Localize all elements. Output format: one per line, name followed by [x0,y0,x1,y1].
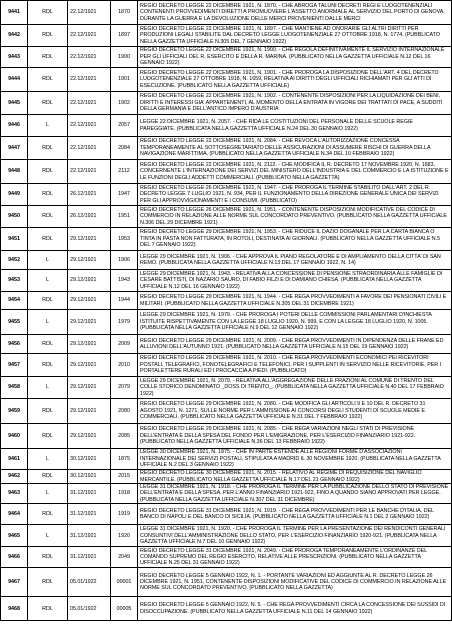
row-number: 9465 [1,525,28,547]
act-description: REGIO DECRETO LEGGE 30 DICEMBRE 1921, N. 2015. - RELATIVO AL REGIME DI REQUISIZIONE DEL NAVIGLIO MERCANTILE. (PUBBLICATO NELLA GAZZETTA UFFICIALE N.17 DEL 21 GENNAIO 1922) [138,470,452,484]
act-date: 22.12/1921 [68,68,111,92]
act-type: L [28,525,68,547]
act-number: 1943 [111,270,138,292]
row-number: 9453 [1,270,28,292]
act-type: RDL [28,206,68,228]
row-number: 9468 [1,597,28,621]
table-row [1,1,452,25]
act-date: 05.01/1922 [68,568,111,597]
act-description: REGIO DECRETO LEGGE 26 DICEMBRE 1921, N. 1951. - CONTENENTE DISPOSIZIONI MODIFICATIVE DEL CODICE DI COMMERCIO IN RELAZIONE ALLE NORME SUL CONCORDATO PREVENTIVO. (PUBBLICATO NELLA GAZZETTA UFFICIALE N.306 DEL 29 DICEMBRE 1921) [138,206,452,228]
act-description: LEGGE 22 DICEMBRE 1921, N. 2057. - CHE RIDA LE COSTITUZIONI DEL PERSONALE DELLE SCUOLE REGIE PAREGGIATE. (PUBBLICATA NELLA GAZZETTA UFFICIALE N.24 DEL 30 GENNAIO 1922) [138,115,452,137]
act-type: L [28,449,68,470]
act-description: REGIO DECRETO LEGGE 29 DICEMBRE 1921, N. 2080. - CHE MODIFICA GLI ARTICOLI 9 E 10 DEL R. DECRETO 31 AGOSTO 1921, N. 1271, SULLE NORME PER L'AMMISSIONE AI CONCORSI DEGLI STUDENTI DI SCUOLE MEDIE E COMMERCIALI. (PUBBLICATO NELLA GAZZETTA UFFICIALE N.31 DEL 7 FEBBRAIO 1922) [138,399,452,424]
act-number: 2080 [111,399,138,424]
row-number: 9441 [1,1,28,25]
table-row [1,25,452,47]
row-number: 9462 [1,470,28,484]
row-number: 9450 [1,206,28,228]
act-date: 26.12/1921 [68,206,111,228]
act-date: 29.12/1921 [68,399,111,424]
act-description: REGIO DECRETO LEGGE 22 DICEMBRE 1921, N. 2084. - CHE REVOCA L'AUTORIZZAZIONE CONCESSA TEMPORANEAMENTE AL SOTTOSEGRETARIATO DELLE ASSICURAZIONI DI ASSUMERE RISCHI DI GUERRA DELLA NAVIGAZIONE MARITTIMA. (PUBBLICATO NELLA GAZZETTA UFFICIALE N.34 DEL 10 FEBBRAIO 1922) [138,137,452,160]
table-row [1,228,452,251]
act-number: 1902 [111,92,138,115]
act-description: LEGGE 31 DICEMBRE 1921, N. 1920. - CHE PROROGA IL TERMINE PER LA PRESENTAZIONE DEI RENDICONTI GENERALI CONSUNTIVI DELL'AMMINISTRAZIONE DELLO STATO, PER L'ESERCIZIO FINANZIARIO 1920-921. (PUBBLICATA NELLA GAZZETTA UFFICIALE N.7 DEL 10 GENNAIO 1922) [138,525,452,547]
act-description: LEGGE 30 DICEMBRE 1921, N. 1875. - CHE IN PARTE ESTENDE ALLE REGIONI FORME D'ASSOCIAZIONI INTERNAZIONALE DEI SERVIZI POSTALI, STIPULATA A MADRID IL 30 NOVEMBRE 1920. (PUBBLICATA NELLA GAZZETTA UFFICIALE N.2 DEL 3 GENNAIO 1922) [138,449,452,470]
row-number: 9456 [1,335,28,354]
row-number: 9460 [1,424,28,449]
act-number: 2079 [111,377,138,399]
act-description: LEGGE 31 DICEMBRE 1921, N. 1918. - CHE PROROGA IL TERMINE PER LA PUBBLICAZIONE DELLO STATO DI PREVISIONE DELL'ENTRATA E DELLA SPESA, PER L'ANNO FINANZIARIO 1921-922, FINO A QUANDO SIANO APPROVATI PER LEGGE. (PUBBLICATA NELLA GAZZETTA UFFICIALE N.307 DEL 31 DICEMBRE) [138,484,452,504]
act-date: 31.12/1921 [68,504,111,525]
table-row [1,68,452,92]
act-date: 26.12/1921 [68,184,111,206]
row-number: 9443 [1,47,28,68]
act-date: 29.12/1921 [68,228,111,251]
act-number: 2015 [111,470,138,484]
act-type: L [28,115,68,137]
act-date: 30.12/1921 [68,449,111,470]
act-type: RDL [28,354,68,377]
act-description: REGIO DECRETO LEGGE 22 DICEMBRE 1921, N. 1901. - CHE PROROGA LA DISPOSIZIONE DELL'ART. 4 DEL DECRETO LUOGOTENENZIALE 27 OTTOBRE 1918, N. 1659, RELATIVA AI DIRITTI DEGLI UFFICIALI RICHIAMATI PER GLI ATTI DI ESECUZIONE. (PUBBLICATO NELLA GAZZETTA UFFICIALE) [138,68,452,92]
act-date: 22.12/1921 [68,92,111,115]
act-description: REGIO DECRETO LEGGE 5 GENNAIO 1922, N. 1. - PORTANTE VARIAZIONI ED AGGIUNTE AL R. DECRETO LEGGE 26 DICEMBRE 1921, N. 1951, CONTENENTE DISPOSIZIONI MODIFICATIVE DEL CODICE DI COMMERCIO IN RELAZIONE ALLE NORME SUL CONCORDATO PREVENTIVO. (PUBBLICATO NELLA GAZZETTA) [138,568,452,597]
act-number: 1919 [111,504,138,525]
act-date: 31.12/1921 [68,525,111,547]
table-row [1,115,452,137]
act-description: REGIO DECRETO LEGGE 31 DICEMBRE 1921, N. 1919. - CHE REGA PROVVEDIMENTI PER LE BANCHE D'ITALIA, DEL BANCO DI NAPOLI E DEL BANCO DI SICILIA. (PUBBLICATO NELLA GAZZETTA UFFICIALE N.1 DEL 2 GENNAIO 1922) [138,504,452,525]
act-description: REGIO DECRETO LEGGE 29 DICEMBRE 1921, N. 1953. - CHE RIDUCE IL DAZIO DOGANALE PER LA CARTA BIANCA O TINTA IN PASTA NON FATTURATA, IN ROTOLI, DESTINATA AI GIORNALI. (PUBBLICATO NELLA GAZZETTA UFFICIALE N.5 DEL 7 GENNAIO 1922) [138,228,452,251]
table-row [1,399,452,424]
act-type: RDL [28,504,68,525]
act-type: RDL [28,160,68,184]
act-description: REGIO DECRETO LEGGE 22 DICEMBRE 1921, N. 1870. - CHE ABROGA TALUNI DECRETI REGI E LUOGOTENENZIALI CONTENENTI PROVVEDIMENTI DIRETTI A PROMUOVERE L'ASSETTO ANORMALE AL SERVIZIO DEL PORTO DI GENOVA, DURANTE LA GUERRA E LA DEVOLUZIONE DELLE MERCI PROVENIENTI DALLE MERCI [138,1,452,25]
row-number: 9466 [1,547,28,568]
act-type: L [28,251,68,270]
act-type: RDL [28,25,68,47]
table-row [1,470,452,484]
act-number: 1900 [111,47,138,68]
table-row [1,377,452,399]
table-row [1,92,452,115]
act-description: LEGGE 29 DICEMBRE 1921, N. 1906. - CHE APPROVA IL PIANO REGOLATORE E DI AMPLIAMENTO DELLA CITTA' DI SAN REMO. (PUBBLICATA NELLA GAZZETTA UFFICIALE N.13 DEL 17 GENNAIO 1922, N. 14) [138,251,452,270]
row-number: 9444 [1,68,28,92]
table-row [1,354,452,377]
row-number: 9445 [1,92,28,115]
act-type: RDL [28,137,68,160]
act-number: 1901 [111,68,138,92]
act-description: REGIO DECRETO LEGGE 29 DICEMBRE 1921, N. 2010. - CHE REGA PROVVEDIMENTI ECONOMICI PEI RICEVITORI POSTALI, TELEGRAFICI, FONOTELEGRAFICI E TELEFONICI, PER I SUPPLENTI IN SERVIZIO NELLE RICEVITORIE, PER I PORTALETTERE RURALI ED I PROCACCIA A PIEDI. (PUBBLICATO) [138,354,452,377]
act-type: L [28,484,68,504]
act-number: 1953 [111,228,138,251]
act-number: 1944 [111,292,138,310]
act-description: REGIO DECRETO LEGGE 29 DICEMBRE 1921, N. 1944. - CHE REGA PROVVEDIMENTI A FAVORE DEI PENSIONATI CIVILI E MILITARI. (PUBBLICATO NELLA GAZZETTA UFFICIALE N.305 DEL 31 DICEMBRE 1921) [138,292,452,310]
act-description: REGIO DECRETO LEGGE 29 DICEMBRE 1921, N. 2009. - CHE REGA PROVVEDIMENTI IN DIPENDENZA DELLE FRANE ED ALLUVIONI DELL'AUTUNNO 1921. (PUBBLICATO NELLA GAZZETTA UFFICIALE N.15 DEL 19 GENNAIO 1922) [138,335,452,354]
act-number: 2049 [111,547,138,568]
table-row [1,160,452,184]
act-type: RDL [28,470,68,484]
row-number: 9446 [1,115,28,137]
act-date: 29.12/1921 [68,270,111,292]
act-number: 2085 [111,424,138,449]
act-date: 29.12/1921 [68,335,111,354]
table-row [1,504,452,525]
act-number: 2112 [111,160,138,184]
act-date: 22.12/1921 [68,47,111,68]
row-number: 9467 [1,568,28,597]
act-date: 31.12/1921 [68,484,111,504]
table-row [1,568,452,597]
act-type: RDL [28,1,68,25]
row-number: 9455 [1,310,28,335]
act-type: RDL [28,47,68,68]
row-number: 9464 [1,504,28,525]
act-type: RDL [28,335,68,354]
act-type: RDL [28,547,68,568]
act-date: 29.12/1921 [68,251,111,270]
row-number: 9457 [1,354,28,377]
act-type: RDL [28,92,68,115]
act-number: 1875 [111,449,138,470]
act-number: 1906 [111,251,138,270]
act-number: 00001 [111,568,138,597]
row-number: 9448 [1,160,28,184]
act-date: 29.12/1921 [68,377,111,399]
table-row [1,547,452,568]
act-description: REGIO DECRETO LEGGE 22 DICEMBRE 1921, N. 1900. - CHE REGOLA DEFINITIVAMENTE IL SERVIZIO INTERNAZIONALE PER GLI UFFICIALI DEL R. ESERCITO E DELLA R. MARINA. (PUBBLICATO NELLA GAZZETTA UFFICIALE N.12 DEL 16 GENNAIO 1922) [138,47,452,68]
table-row [1,335,452,354]
row-number: 9454 [1,292,28,310]
act-description: LEGGE 29 DICEMBRE 1921, N. 1979. - CHE PROROGA I POTERI DELLE COMMISSIONI PARLAMENTARI D'INCHIESTA ISTITUITE RISPETTIVAMENTE CON LA LEGGE 18 LUGLIO 1920, N. 999, E CON LA LEGGE 18 LUGLIO 1920, N. 1005. (PUBBLICATA NELLA GAZZETTA UFFICIALE N.9 DEL 12 GENNAIO 1922) [138,310,452,335]
table-row [1,525,452,547]
act-number: 1870 [111,1,138,25]
act-date: 29.12/1921 [68,292,111,310]
act-number: 00005 [111,597,138,621]
act-description: LEGGE 29 DICEMBRE 1921, N. 2079. - RELATIVA ALL'AGGREGAZIONE DELLE FRAZIONI AL COMUNE DI TRENTO DEL COLLE STORICO DENOMINATO _DOSS DI TRENTO_. (PUBBLICATA NELLA GAZZETTA UFFICIALE N.40 DEL 17 FEBBRAIO 1922) [138,377,452,399]
act-number: 1947 [111,184,138,206]
row-number: 9449 [1,184,28,206]
act-date: 22.12/1921 [68,115,111,137]
act-number: 2009 [111,335,138,354]
act-type: RDL [28,184,68,206]
act-type: RDL [28,68,68,92]
row-number: 9463 [1,484,28,504]
table-row [1,270,452,292]
act-number: 2084 [111,137,138,160]
act-date: 05.01/1922 [68,597,111,621]
act-type: L [28,310,68,335]
act-description: LEGGE 29 DICEMBRE 1921, N. 1943. - RELATIVA ALLA CONCESSIONE DI PENSIONE STRAORDINARIA ALLE FAMIGLIE DI CESARE BATTISTI, DI NAZARIO SAURO, DI FABIO FILZI E DI DAMIANO CHIESA. (PUBBLICATA NELLA GAZZETTA UFFICIALE N.12 DEL 16 GENNAIO 1922) [138,270,452,292]
row-number: 9452 [1,251,28,270]
row-number: 9459 [1,399,28,424]
act-date: 29.12/1921 [68,354,111,377]
laws-table-body [1,1,452,621]
act-type: RDL [28,597,68,621]
act-type: RDL [28,292,68,310]
act-number: 1918 [111,484,138,504]
act-date: 22.12/1921 [68,1,111,25]
row-number: 9451 [1,228,28,251]
table-row [1,137,452,160]
act-number: 1920 [111,525,138,547]
act-type: RDL [28,568,68,597]
act-date: 22.12/1921 [68,160,111,184]
act-description: REGIO DECRETO LEGGE 31 DICEMBRE 1921, N. 2049. - CHE PROROGA TEMPORANEAMENTE L'ORDINANZE DEL COMANDO SUPREMO DEL REGIO ESERCITO, RELATIVE ALLE PRESCRIZIONI. (PUBBLICATO NELLA GAZZETTA UFFICIALE N.25 DEL 31 GENNAIO 1922) [138,547,452,568]
act-description: REGIO DECRETO LEGGE 26 DICEMBRE 1921, N. 1947. - CHE PROROGA IL TERMINE STABILITO DALL'ART. 2 DEL R. DECRETO LEGGE 7 LUGLIO 1921, N. 934, PER IL FUNZIONAMENTO DELLA DIREZIONE GENERALE UNICA DEI SERVIZI PER GLI APPROVVIGIONAMENTI E I CONSUMI. (PUBBLICATO) [138,184,452,206]
table-row [1,184,452,206]
act-date: 30.12/1921 [68,470,111,484]
table-row [1,206,452,228]
act-date: 22.12/1921 [68,137,111,160]
act-date: 22.12/1921 [68,25,111,47]
act-type: L [28,377,68,399]
table-row [1,424,452,449]
act-type: L [28,270,68,292]
row-number: 9442 [1,25,28,47]
row-number: 9458 [1,377,28,399]
row-number: 9447 [1,137,28,160]
act-number: 2057 [111,115,138,137]
act-type: RDL [28,424,68,449]
act-type: RDL [28,228,68,251]
table-row [1,484,452,504]
table-row [1,251,452,270]
act-date: 29.12/1921 [68,424,111,449]
table-row [1,310,452,335]
row-number: 9461 [1,449,28,470]
act-description: REGIO DECRETO LEGGE 22 DICEMBRE 1921, N. 1897. - CHE MANTIENE AD ONORARIE GLI ALTRI DIRITTI PER PRODUZIONI LEGALI STABILITE DAL DECRETO LEGGE LUOGOTENENZIALE 27 OTTOBRE 1918, N. 1774. (PUBBLICATO NELLA GAZZETTA UFFICIALE N.305 DEL 7 GENNAIO 1922) [138,25,452,47]
table-row [1,292,452,310]
act-number: 1897 [111,25,138,47]
act-description: REGIO DECRETO LEGGE 22 DICEMBRE 1921, N. 1902. - CONTENENTE DISPOSIZIONI PER LA LIQUIDAZIONE DEI BENI, DIRITTI E INTERESSI GIA' APPARTENENTI, AL MOMENTO DELLA ENTRATA IN VIGORE DEI TRATTATI DI PACE, A SUDDITI DELLA GERMANIA E DELL'ANTICO IMPERO D'AUSTRIA [138,92,452,115]
act-number: 2010 [111,354,138,377]
act-description: REGIO DECRETO LEGGE 22 DICEMBRE 1921, N. 2112. - CHE MODIFICA IL R. DECRETO 17 NOVEMBRE 1920, N. 1683, CONCERNENTE L'INTERNAZIONE DEI SERVIZI DEL MINISTERO DELL'INDUSTRIA E DEL COMMERCIO E LA ISTITUZIONE E LE FUNZIONI DEGLI ADDETTI COMMERCIALI. (PUBBLICATO NELLA GAZZETTA) [138,160,452,184]
table-row [1,449,452,470]
act-date: 31.12/1921 [68,547,111,568]
act-number: 1951 [111,206,138,228]
act-description: REGIO DECRETO LEGGE 29 DICEMBRE 1921, N. 2085. - CHE REGA VARIAZIONI NEGLI STATI DI PREVISIONE DELL'ENTRATA E DELLA SPESA DEL FONDO PER L'EMIGRAZIONE, PER L'ESERCIZIO FINANZIARIO 1921-922. (PUBBLICATO NELLA GAZZETTA UFFICIALE N.36 DEL 13 FEBBRAIO 1922) [138,424,452,449]
act-date: 29.12/1921 [68,310,111,335]
act-type: RDL [28,399,68,424]
table-row [1,47,452,68]
table-row [1,597,452,621]
act-number: 1979 [111,310,138,335]
act-description: REGIO DECRETO LEGGE 5 GENNAIO 1922, N. 5. - CHE REGA PROVVEDIMENTI CIRCA LA CONCESSIONE DEI SUSSIDI DI DISOCCUPAZIONE. (PUBBLICATO NELLA GAZZETTA UFFICIALE N.11 DEL 14 GENNAIO 1922) [138,597,452,621]
